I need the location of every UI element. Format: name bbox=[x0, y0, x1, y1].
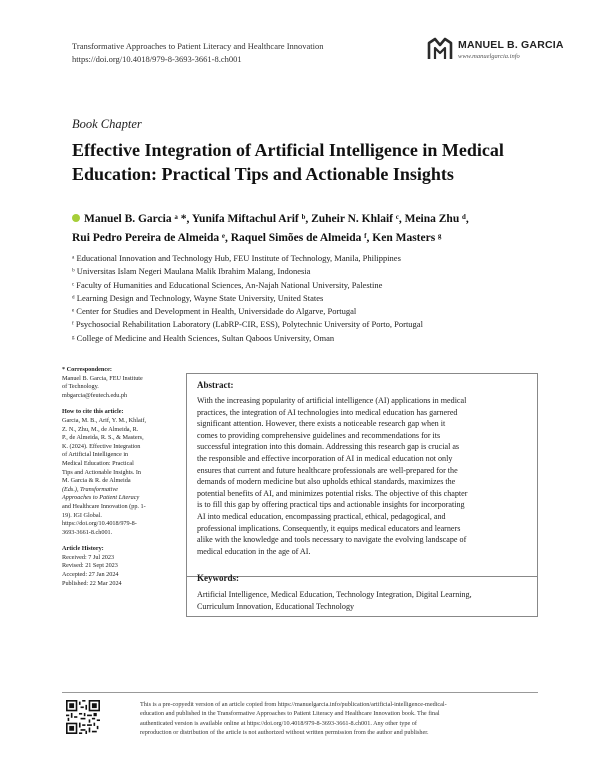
affiliation-b: ᵇ Universitas Islam Negeri Maulana Malik Ibrahim Malang, Indonesia bbox=[72, 266, 311, 277]
article-sidebar bbox=[62, 366, 178, 588]
logo-name: MANUEL B. GARCIA bbox=[458, 39, 564, 51]
abstract-line: comes to providing comprehensive guidelines and recommendations for its bbox=[197, 430, 441, 440]
logo-tagline: www.manuelgarcia.info bbox=[458, 53, 520, 60]
abstract-line: potential benefits of AI, and minimizes potential risks. The objective of this chapter bbox=[197, 488, 468, 498]
correspondence-name: Manuel B. Garcia, FEU Institute bbox=[62, 374, 143, 382]
abstract-line: significant attention. However, there exists a noticeable research gap when it bbox=[197, 419, 446, 429]
history-revised: Revised: 21 Sept 2023 bbox=[62, 562, 118, 570]
keywords-box bbox=[186, 565, 538, 617]
cite-line: (Eds.), Transformative bbox=[62, 485, 118, 493]
affiliation-c: ᶜ Faculty of Humanities and Educational Sciences, An-Najah National University, Palestine bbox=[72, 279, 383, 290]
cite-line: 19). IGI Global. bbox=[62, 511, 102, 519]
abstract-line: AI into medical education, encompassing practical, ethical, pedagogical, and bbox=[197, 511, 446, 521]
footer-notice bbox=[140, 700, 540, 738]
correspondence-email[interactable]: mbgarcia@feutech.edu.ph bbox=[62, 391, 128, 399]
keywords-text bbox=[197, 589, 531, 612]
history-accepted: Accepted: 27 Jan 2024 bbox=[62, 571, 119, 579]
abstract-line: the responsible and effective incorporation of AI in medical education not only bbox=[197, 453, 453, 463]
abstract-line: With the increasing popularity of artificial intelligence (AI) applications in medical bbox=[197, 396, 467, 405]
abstract-box bbox=[186, 373, 538, 577]
article-type: Book Chapter bbox=[72, 117, 142, 131]
header-doi-link[interactable]: https://doi.org/10.4018/979-8-3693-3661-8.ch001 bbox=[72, 54, 242, 64]
history-received: Received: 7 Jul 2023 bbox=[62, 553, 115, 561]
mbg-logo-icon bbox=[426, 36, 454, 62]
cite-line: and Healthcare Innovation (pp. 1- bbox=[62, 502, 146, 510]
history-published: Published: 22 Mar 2024 bbox=[62, 579, 122, 587]
abstract-heading: Abstract: bbox=[197, 380, 234, 390]
abstract-line: professional implications. Consequently, it equips medical educators and learners bbox=[197, 523, 461, 533]
abstract-line: alike with the knowledge and tools necessary to navigate the evolving landscape of bbox=[197, 535, 467, 545]
authors-line-1 bbox=[72, 210, 552, 229]
history-heading: Article History: bbox=[62, 545, 104, 553]
cite-line: K. (2024). Effective Integration bbox=[62, 442, 141, 450]
affiliation-e: ᵉ Center for Studies and Development in Health, Universidade do Algarve, Portugal bbox=[72, 306, 357, 317]
title-line-1: Effective Integration of Artificial Intelligence in Medical bbox=[72, 140, 504, 160]
affiliation-d: ᵈ Learning Design and Technology, Wayne State University, United States bbox=[72, 292, 324, 303]
abstract-text bbox=[197, 395, 531, 557]
cite-line: Garcia, M. B., Arif, Y. M., Khlaif, bbox=[62, 416, 147, 424]
cite-doi-link[interactable]: 3693-3661-8.ch001. bbox=[62, 528, 113, 536]
abstract-line: successful integration into this domain. Addressing this research gap is crucial as bbox=[197, 442, 460, 452]
affiliation-list bbox=[72, 252, 552, 345]
abstract-line: demands of modern medicine but also upholds ethical standards, maximizes the bbox=[197, 477, 456, 487]
affiliation-a: ᵃ Educational Innovation and Technology Hub, FEU Institute of Technology, Manila, Philippines bbox=[72, 253, 401, 263]
abstract-line: is to fill this gap by offering practical tips and actionable insights for incorporating bbox=[197, 500, 465, 510]
abstract-line: practices, the integration of AI technologies into medical education has garnered bbox=[197, 407, 458, 417]
keywords-line-2: Curriculum Innovation, Educational Technology bbox=[197, 601, 355, 611]
author-list bbox=[72, 210, 552, 248]
footer-line: reproduction or distribution of the article is not authorized without written permission from the author and publisher. bbox=[140, 729, 429, 737]
affiliation-f: ᶠ Psychosocial Rehabilitation Laboratory (LabRP-CIR, ESS), Polytechnic University of Porto, Portugal bbox=[72, 319, 423, 330]
footer-line: This is a pre-copyedit version of an article copied from https://manuelgarcia.info/publication/artificial-intelligence-medical- bbox=[140, 701, 447, 708]
cite-line: Z. N., Zhu, M., de Almeida, R. bbox=[62, 425, 139, 433]
cite-line: Tips and Actionable Insights. In bbox=[62, 468, 142, 476]
affiliation-g: ᵍ College of Medicine and Health Sciences, Sultan Qaboos University, Oman bbox=[72, 332, 335, 343]
qr-code-icon[interactable] bbox=[66, 700, 100, 734]
cite-line: Approaches to Patient Literacy bbox=[62, 494, 140, 502]
cite-doi-link[interactable]: https://doi.org/10.4018/979-8- bbox=[62, 520, 137, 528]
authors-line-2: Rui Pedro Pereira de Almeida ᵉ, Raquel Simões de Almeida ᶠ, Ken Masters ᵍ bbox=[72, 232, 442, 244]
abstract-line: ensures that current and future healthcare professionals are well-prepared for the bbox=[197, 465, 458, 475]
orcid-icon[interactable] bbox=[72, 214, 80, 222]
cite-line: of Artificial Intelligence in bbox=[62, 451, 129, 459]
article-title bbox=[72, 138, 542, 186]
cite-line: P., de Almeida, R. S., & Masters, bbox=[62, 434, 144, 442]
correspondence-heading: * Correspondence: bbox=[62, 366, 112, 373]
cite-line: Medical Education: Practical bbox=[62, 459, 134, 467]
authors-text-1: Manuel B. Garcia ᵃ *, Yunifa Miftachul Arif ᵇ, Zuheir N. Khlaif ᶜ, Meina Zhu ᵈ, bbox=[84, 213, 469, 225]
cite-line: M. Garcia & R. de Almeida bbox=[62, 477, 131, 485]
keywords-heading: Keywords: bbox=[197, 573, 239, 583]
keywords-line-1: Artificial Intelligence, Medical Education, Technology Integration, Digital Learning, bbox=[197, 590, 472, 599]
correspondence-org: of Technology. bbox=[62, 383, 99, 391]
title-line-2: Education: Practical Tips and Actionable Insights bbox=[72, 164, 454, 184]
footer-line: authenticated version is available online at https://doi.org/10.4018/979-8-3693-3661-8.ch001. Any other type of bbox=[140, 719, 417, 727]
publisher-logo bbox=[426, 36, 576, 66]
footer-line: education and published in the Transformative Approaches to Patient Literacy and Healthcare Innovation book. The final bbox=[140, 710, 440, 718]
abstract-line: medical education in the age of AI. bbox=[197, 546, 311, 556]
footer-divider bbox=[62, 692, 538, 693]
journal-title: Transformative Approaches to Patient Literacy and Healthcare Innovation bbox=[72, 41, 324, 51]
cite-heading: How to cite this article: bbox=[62, 408, 124, 416]
